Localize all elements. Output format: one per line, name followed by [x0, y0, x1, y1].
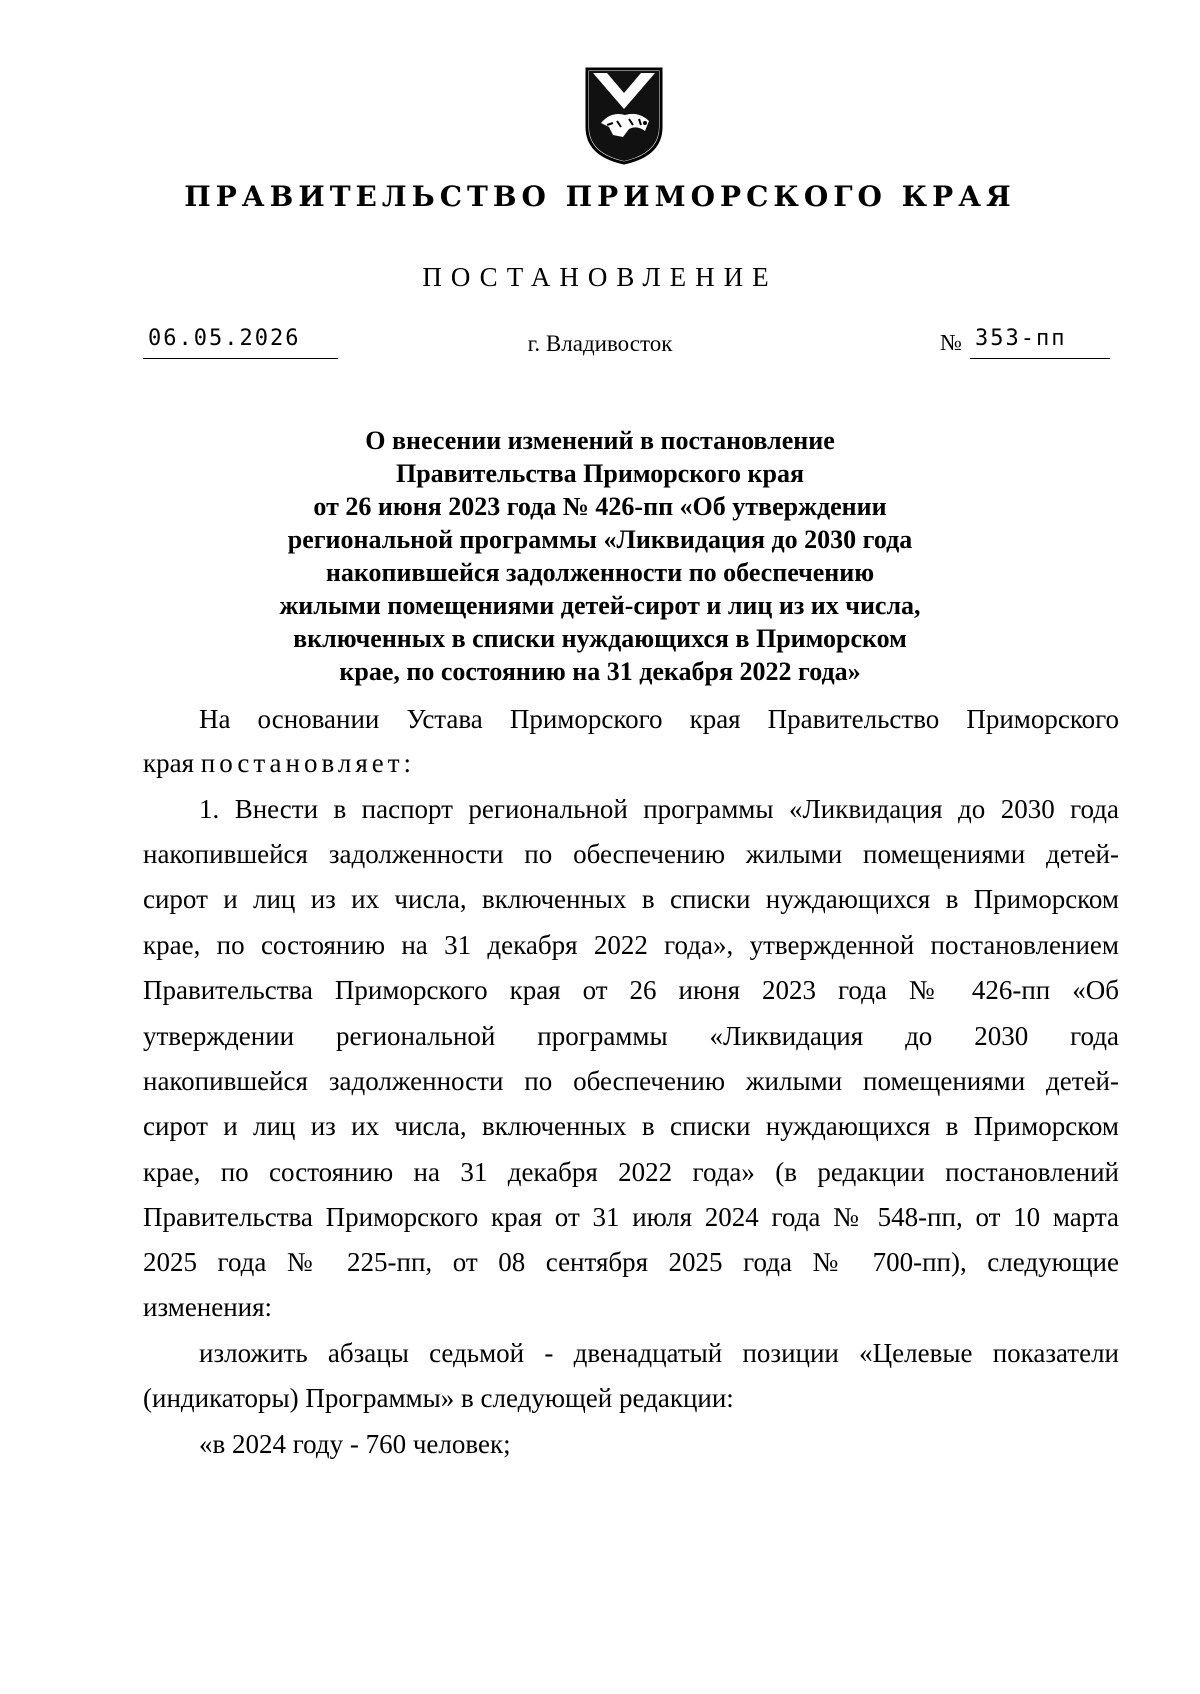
primorsky-krai-coat-of-arms-icon — [583, 65, 665, 165]
body-line — [143, 748, 415, 779]
body-line: накопившейся задолженности по обеспечению жилыми помещениями детей- — [143, 1066, 1119, 1096]
body-line: сирот и лиц из их числа, включенных в списки нуждающихся в Приморском — [143, 1111, 1119, 1141]
number-sign: № — [940, 330, 962, 355]
decree-word: постановляет: — [200, 748, 416, 778]
body-line: «в 2024 году - 760 человек; — [199, 1429, 511, 1459]
document-date: 06.05.2026 — [148, 326, 301, 351]
document-title — [0, 424, 1200, 688]
body-line: Правительства Приморского края от 31 июля 2024 года № 548-пп, от 10 марта — [143, 1202, 1119, 1232]
body-line: крае, по состоянию на 31 декабря 2022 года» (в редакции постановлений — [143, 1157, 1119, 1187]
body-line: 2025 года № 225-пп, от 08 сентября 2025 года № 700-пп), следующие — [143, 1247, 1119, 1277]
title-line: накопившейся задолженности по обеспечению — [325, 558, 875, 587]
document-number-field — [970, 326, 1110, 359]
title-line: от 26 июня 2023 года № 426-пп «Об утверждении — [313, 492, 887, 521]
body-line: 1. Внести в паспорт региональной программы «Ликвидация до 2030 года — [199, 794, 1119, 824]
title-line: включенных в списки нуждающихся в Приморском — [293, 624, 907, 653]
title-line: О внесении изменений в постановление — [365, 426, 835, 455]
title-line: региональной программы «Ликвидация до 2030 года — [287, 525, 913, 554]
body-text: края — [143, 748, 201, 778]
body-line: накопившейся задолженности по обеспечению жилыми помещениями детей- — [143, 839, 1119, 869]
body-line: сирот и лиц из их числа, включенных в списки нуждающихся в Приморском — [143, 884, 1119, 914]
title-line: жилыми помещениями детей-сирот и лиц из их числа, — [279, 591, 921, 620]
document-type: ПОСТАНОВЛЕНИЕ — [422, 262, 778, 292]
body-line: крае, по состоянию на 31 декабря 2022 года», утвержденной постановлением — [143, 930, 1119, 960]
title-line: Правительства Приморского края — [395, 459, 805, 488]
body-line: утверждении региональной программы «Ликвидация до 2030 года — [143, 1021, 1119, 1051]
body-line: изменения: — [143, 1292, 273, 1322]
document-number: 353-пп — [975, 326, 1067, 351]
body-line: Правительства Приморского края от 26 июня 2023 года № 426-пп «Об — [143, 975, 1119, 1005]
body-line: На основании Устава Приморского края Правительство Приморского — [199, 704, 1119, 734]
organization-name: ПРАВИТЕЛЬСТВО ПРИМОРСКОГО КРАЯ — [184, 180, 1016, 213]
document-city: г. Владивосток — [527, 331, 673, 356]
body-line: изложить абзацы седьмой - двенадцатый позиции «Целевые показатели — [199, 1338, 1119, 1368]
title-line: крае, по состоянию на 31 декабря 2022 года» — [339, 657, 861, 686]
body-line: (индикаторы) Программы» в следующей редакции: — [143, 1383, 734, 1413]
